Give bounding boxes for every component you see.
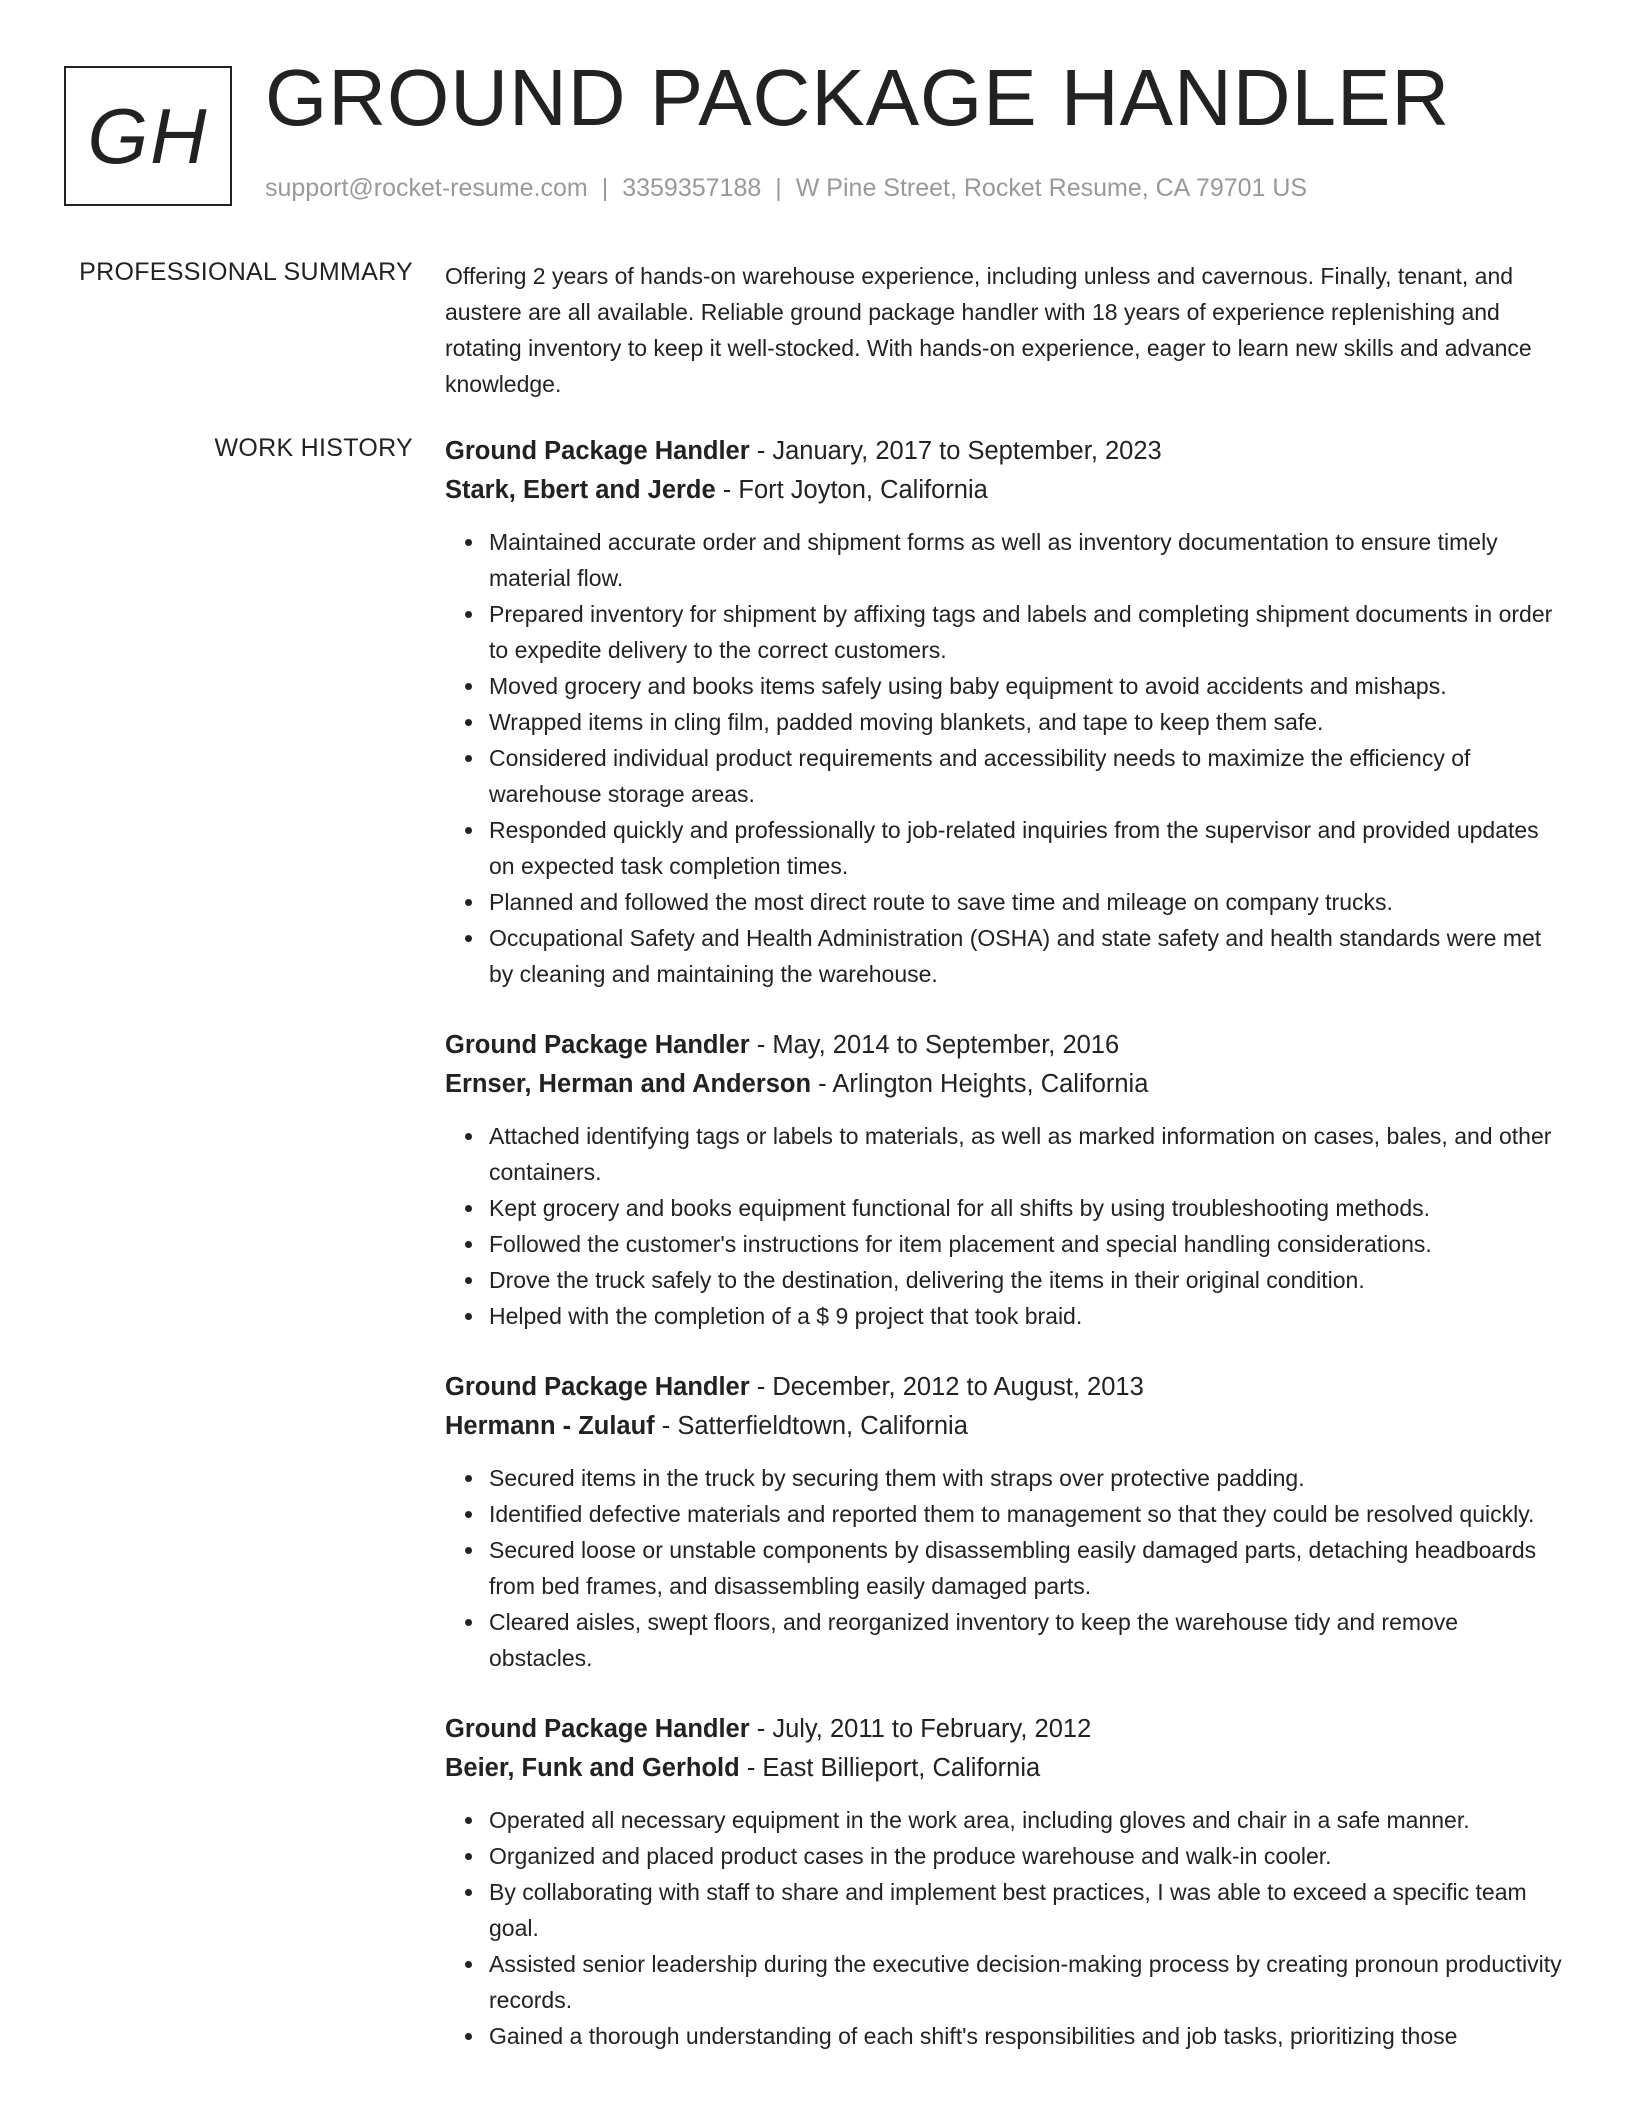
page-title: GROUND PACKAGE HANDLER [265,53,1451,142]
job-bullet: Occupational Safety and Health Administration (OSHA) and state safety and health standards were met by cleaning and maintaining the warehouse. [489,920,1565,992]
job-title-line [445,432,1565,471]
job-bullet-list [445,1118,1565,1334]
job-bullet-list [445,1460,1565,1676]
job-bullet-list [445,524,1565,992]
job-entry [445,432,1565,992]
job-company-line [445,471,1565,510]
work-history-list [445,432,1565,2088]
job-bullet: Wrapped items in cling film, padded moving blankets, and tape to keep them safe. [489,704,1565,740]
job-title: Ground Package Handler [445,1031,750,1059]
job-title-line [445,1368,1565,1407]
job-company: Ernser, Herman and Anderson [445,1070,812,1098]
job-entry [445,1368,1565,1676]
job-bullet: Followed the customer's instructions for item placement and special handling considerations. [489,1226,1565,1262]
job-entry [445,1026,1565,1334]
job-title: Ground Package Handler [445,1373,750,1401]
job-bullet: Organized and placed product cases in the produce warehouse and walk-in cooler. [489,1838,1565,1874]
job-location: - Fort Joyton, California [715,476,988,504]
contact-phone: 3359357188 [622,174,762,202]
job-bullet: Attached identifying tags or labels to materials, as well as marked information on cases, bales, and other containers. [489,1118,1565,1190]
job-company-line [445,1407,1565,1446]
job-dates: - December, 2012 to August, 2013 [749,1373,1144,1401]
job-bullet: Considered individual product requirements and accessibility needs to maximize the efficiency of warehouse storage areas. [489,740,1565,812]
job-title: Ground Package Handler [445,437,750,465]
job-dates: - January, 2017 to September, 2023 [749,437,1162,465]
contact-separator: | [775,174,782,202]
monogram-logo: GH [64,66,232,206]
contact-address: W Pine Street, Rocket Resume, CA 79701 US [795,174,1308,202]
job-bullet: Assisted senior leadership during the executive decision-making process by creating pronoun productivity records. [489,1946,1565,2018]
job-bullet: Cleared aisles, swept floors, and reorganized inventory to keep the warehouse tidy and remove obstacles. [489,1604,1565,1676]
job-bullet: By collaborating with staff to share and implement best practices, I was able to exceed a specific team goal. [489,1874,1565,1946]
job-entry [445,1710,1565,2054]
job-bullet: Maintained accurate order and shipment forms as well as inventory documentation to ensure timely material flow. [489,524,1565,596]
job-company: Hermann - Zulauf [445,1412,655,1440]
job-location: - Arlington Heights, California [811,1070,1149,1098]
job-bullet: Drove the truck safely to the destination, delivering the items in their original condition. [489,1262,1565,1298]
job-title: Ground Package Handler [445,1715,750,1743]
job-company-line [445,1749,1565,1788]
job-company: Beier, Funk and Gerhold [445,1754,740,1782]
job-location: - East Billieport, California [739,1754,1041,1782]
job-company-line [445,1065,1565,1104]
job-bullet: Prepared inventory for shipment by affixing tags and labels and completing shipment documents in order to expedite delivery to the correct customers. [489,596,1565,668]
job-bullet: Helped with the completion of a $ 9 project that took braid. [489,1298,1565,1334]
job-dates: - May, 2014 to September, 2016 [749,1031,1120,1059]
job-dates: - July, 2011 to February, 2012 [749,1715,1092,1743]
job-bullet: Secured items in the truck by securing them with straps over protective padding. [489,1460,1565,1496]
summary-text: Offering 2 years of hands-on warehouse experience, including unless and cavernous. Finally, tenant, and austere are all available. Reliable ground package handler with 18 years of experience replenishing and rotating inventory to keep it well-stocked. With hands-on experience, eager to learn new skills and advance knowledge. [445,263,1532,397]
job-bullet: Kept grocery and books equipment functional for all shifts by using troubleshooting methods. [489,1190,1565,1226]
job-bullet: Operated all necessary equipment in the work area, including gloves and chair in a safe manner. [489,1802,1565,1838]
job-location: - Satterfieldtown, California [654,1412,968,1440]
work-history-section-label: WORK HISTORY [214,434,413,462]
job-company: Stark, Ebert and Jerde [445,476,716,504]
job-bullet-list [445,1802,1565,2054]
contact-separator: | [601,174,609,202]
job-bullet: Gained a thorough understanding of each shift's responsibilities and job tasks, prioritizing those [489,2018,1565,2054]
job-title-line [445,1026,1565,1065]
contact-line [265,174,1307,203]
job-bullet: Planned and followed the most direct route to save time and mileage on company trucks. [489,884,1565,920]
job-bullet: Moved grocery and books items safely using baby equipment to avoid accidents and mishaps. [489,668,1565,704]
job-bullet: Identified defective materials and reported them to management so that they could be resolved quickly. [489,1496,1565,1532]
contact-email: support@rocket-resume.com [265,174,588,202]
job-title-line [445,1710,1565,1749]
job-bullet: Secured loose or unstable components by disassembling easily damaged parts, detaching headboards from bed frames, and disassembling easily damaged parts. [489,1532,1565,1604]
job-bullet: Responded quickly and professionally to job-related inquiries from the supervisor and provided updates on expected task completion times. [489,812,1565,884]
summary-section-label: PROFESSIONAL SUMMARY [79,258,413,286]
